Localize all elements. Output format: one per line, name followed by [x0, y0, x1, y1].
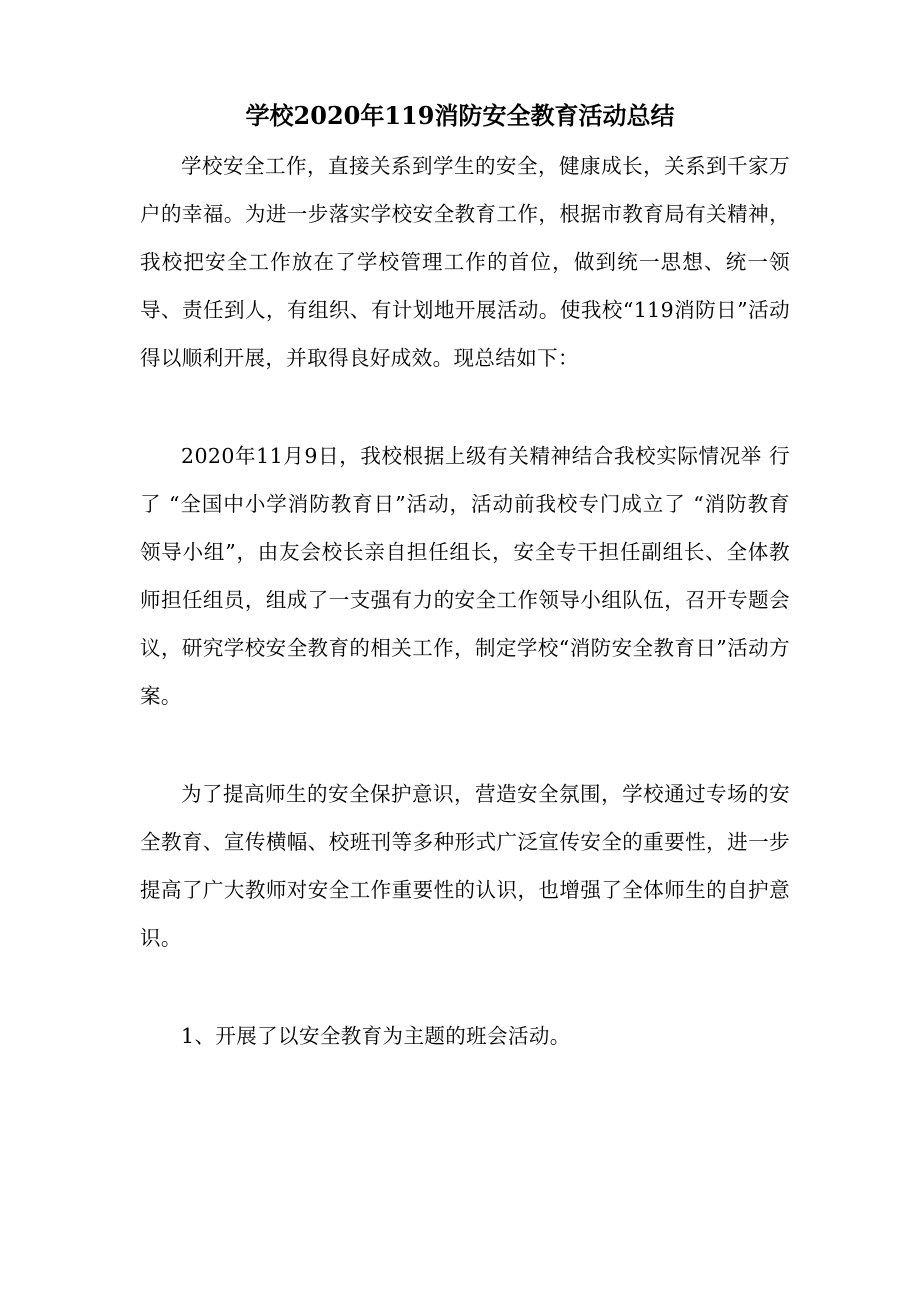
paragraph-text: 学校安全工作，直接关系到学生的安全，健康成长，关系到千家万户的幸福。为进一步落实学校安全教育工作，根据市教育局有关精神，我校把安全工作放在了学校管理工作的首位，做到统一思想、统一领导、责任到人，有组织、有计划地开展活动。使我校“119消防日”活动得以顺利开展，并取得良好成效。现总结如下：	[140, 154, 790, 370]
paragraph-text: 2020年11月9日，我校根据上级有关精神结合我校实际情况举 行了 “全国中小学消防教育日”活动，活动前我校专门成立了 “消防教育领导小组”，由友会校长亲自担任组长，安全专干担任副组长、全体教师担任组员，组成了一支强有力的安全工作领导小组队伍，召开专题会议，研究学校安全教育的相关工作，制定学校“消防安全教育日”活动方案。	[140, 444, 790, 708]
document-title: 学校2020年119消防安全教育活动总结	[245, 101, 675, 130]
paragraph-event	[140, 432, 790, 720]
paragraph-text: 1、开展了以安全教育为主题的班会活动。	[181, 1024, 571, 1048]
paragraph-intro	[140, 142, 790, 382]
paragraph-awareness	[140, 770, 790, 962]
paragraph-list-item	[140, 1012, 790, 1060]
paragraph-text: 为了提高师生的安全保护意识，营造安全氛围，学校通过专场的安全教育、宣传横幅、校班刊等多种形式广泛宣传安全的重要性，进一步提高了广大教师对安全工作重要性的认识，也增强了全体师生的自护意识。	[140, 782, 790, 950]
